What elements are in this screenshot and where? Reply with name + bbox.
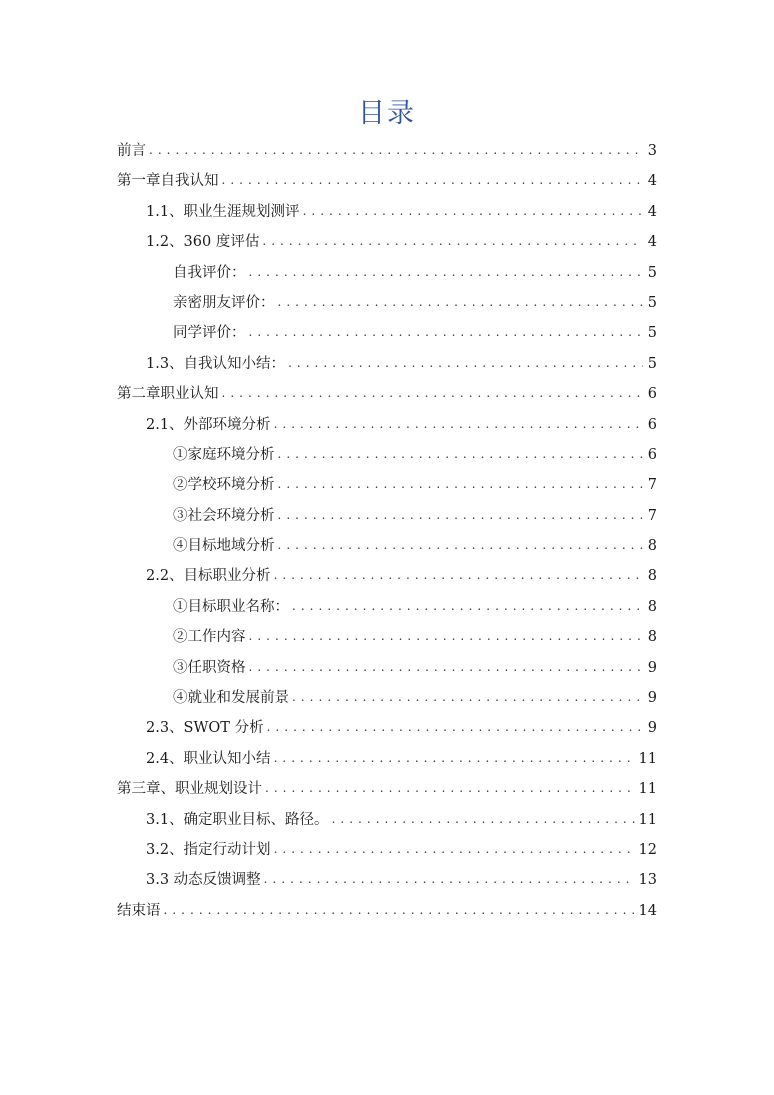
toc-entry-page: 5 (647, 294, 657, 311)
toc-entry-label: 自我评价： (173, 264, 246, 281)
toc-title: 目录 (358, 98, 416, 129)
toc-entry[interactable] (117, 227, 657, 257)
toc-leader-dots (249, 652, 644, 682)
toc-leader-dots (164, 895, 635, 925)
toc-entry[interactable] (117, 258, 657, 288)
toc-entry-label: 前言 (117, 143, 146, 159)
toc-entry-page: 9 (647, 659, 657, 676)
toc-leader-dots (249, 317, 644, 347)
toc-leader-dots (278, 530, 644, 560)
toc-entry-label: 2.3、SWOT 分析 (146, 720, 264, 737)
toc-entry-label: 第二章职业认知 (117, 386, 219, 403)
toc-entry-page: 11 (638, 750, 657, 767)
toc-leader-dots (149, 135, 643, 165)
toc-entry[interactable] (117, 622, 657, 652)
toc-entry[interactable] (117, 288, 657, 318)
toc-entry-label: 2.4、职业认知小结 (146, 750, 271, 767)
toc-leader-dots (274, 743, 635, 773)
toc-leader-dots (265, 773, 635, 803)
toc-entry-label: ①家庭环境分析 (173, 446, 275, 463)
toc-entry-label: ④目标地域分析 (173, 538, 275, 555)
toc-leader-dots (249, 621, 644, 651)
toc-leader-dots (267, 712, 643, 742)
toc-entry-page: 11 (638, 781, 657, 798)
toc-leader-dots (288, 348, 643, 378)
toc-entry[interactable] (117, 501, 657, 531)
toc-leader-dots (222, 378, 644, 408)
toc-entry-page: 8 (647, 629, 657, 646)
toc-entry-label: 1.1、职业生涯规划测评 (146, 203, 300, 220)
toc-entry[interactable] (117, 470, 657, 500)
toc-leader-dots (274, 560, 643, 590)
toc-entry[interactable] (117, 896, 657, 926)
toc-entry[interactable] (117, 379, 657, 409)
toc-leader-dots (278, 439, 644, 469)
toc-entry-label: 第三章、职业规划设计 (117, 781, 262, 798)
toc-entry-page: 4 (647, 173, 657, 190)
toc-entry-label: ②学校环境分析 (173, 477, 275, 494)
toc-entry[interactable] (117, 440, 657, 470)
toc-entry-page: 3 (647, 143, 657, 159)
toc-leader-dots (292, 591, 643, 621)
toc-entry-label: 1.3、自我认知小结： (146, 355, 286, 372)
toc-entry[interactable] (117, 166, 657, 196)
toc-entry[interactable] (117, 531, 657, 561)
toc-entry-page: 8 (647, 568, 657, 585)
toc-entry-page: 8 (647, 538, 657, 555)
toc-leader-dots (274, 834, 635, 864)
toc-entry-page: 12 (638, 841, 657, 858)
toc-entry-label: 3.3 动态反馈调整 (146, 872, 261, 889)
toc-entry-label: 3.1、确定职业目标、路径。 (146, 811, 329, 828)
toc-entry-page: 6 (647, 386, 657, 403)
toc-entry-label: ③社会环境分析 (173, 507, 275, 524)
toc-entry[interactable] (117, 592, 657, 622)
toc-entry-label: 2.1、外部环境分析 (146, 416, 271, 433)
toc-entry-page: 5 (647, 355, 657, 372)
toc-leader-dots (264, 864, 635, 894)
toc-entry-page: 7 (647, 507, 657, 524)
toc-entry-page: 4 (647, 203, 657, 220)
toc-entry-page: 11 (638, 811, 657, 828)
toc-entry-page: 9 (647, 690, 657, 707)
toc-entry-page: 6 (647, 416, 657, 433)
toc-entry[interactable] (117, 713, 657, 743)
toc-entry[interactable] (117, 653, 657, 683)
toc-entry-page: 5 (647, 264, 657, 281)
toc-entry[interactable] (117, 683, 657, 713)
toc-leader-dots (222, 165, 644, 195)
toc-entry-page: 13 (638, 872, 657, 889)
toc-entry[interactable] (117, 197, 657, 227)
toc-entry-page: 9 (647, 720, 657, 737)
toc-entry-label: 2.2、目标职业分析 (146, 568, 271, 585)
toc-entry-label: ②工作内容 (173, 629, 246, 646)
toc-entry-label: 同学评价： (173, 325, 246, 342)
toc-entry[interactable] (117, 318, 657, 348)
toc-entry-label: 第一章自我认知 (117, 173, 219, 190)
toc-entry-label: 3.2、指定行动计划 (146, 841, 271, 858)
toc-entry[interactable] (117, 744, 657, 774)
toc-entry-label: 亲密朋友评价： (173, 294, 275, 311)
toc-entry[interactable] (117, 805, 657, 835)
toc-entry-page: 14 (638, 902, 657, 919)
toc-leader-dots (278, 500, 644, 530)
toc-leader-dots (274, 409, 643, 439)
toc-entry-page: 4 (647, 234, 657, 251)
toc-entry-label: 1.2、360 度评估 (146, 234, 260, 251)
toc-entry-page: 5 (647, 325, 657, 342)
toc-leader-dots (262, 226, 643, 256)
toc-leader-dots (292, 682, 643, 712)
toc-leader-dots (278, 287, 644, 317)
toc-entry[interactable] (117, 349, 657, 379)
toc-entry-page: 6 (647, 446, 657, 463)
toc-leader-dots (278, 469, 644, 499)
toc-leader-dots (303, 196, 643, 226)
toc-leader-dots (332, 804, 635, 834)
toc-list (117, 136, 657, 926)
toc-entry[interactable] (117, 774, 657, 804)
toc-entry-page: 8 (647, 598, 657, 615)
toc-entry-label: 结束语 (117, 902, 161, 919)
toc-entry-label: ③任职资格 (173, 659, 246, 676)
toc-entry[interactable] (117, 835, 657, 865)
toc-entry[interactable] (117, 136, 657, 166)
toc-entry-page: 7 (647, 477, 657, 494)
toc-leader-dots (249, 257, 644, 287)
toc-entry[interactable] (117, 865, 657, 895)
toc-entry[interactable] (117, 410, 657, 440)
toc-entry[interactable] (117, 561, 657, 591)
toc-entry-label: ①目标职业名称： (173, 598, 289, 615)
toc-entry-label: ④就业和发展前景 (173, 690, 289, 707)
